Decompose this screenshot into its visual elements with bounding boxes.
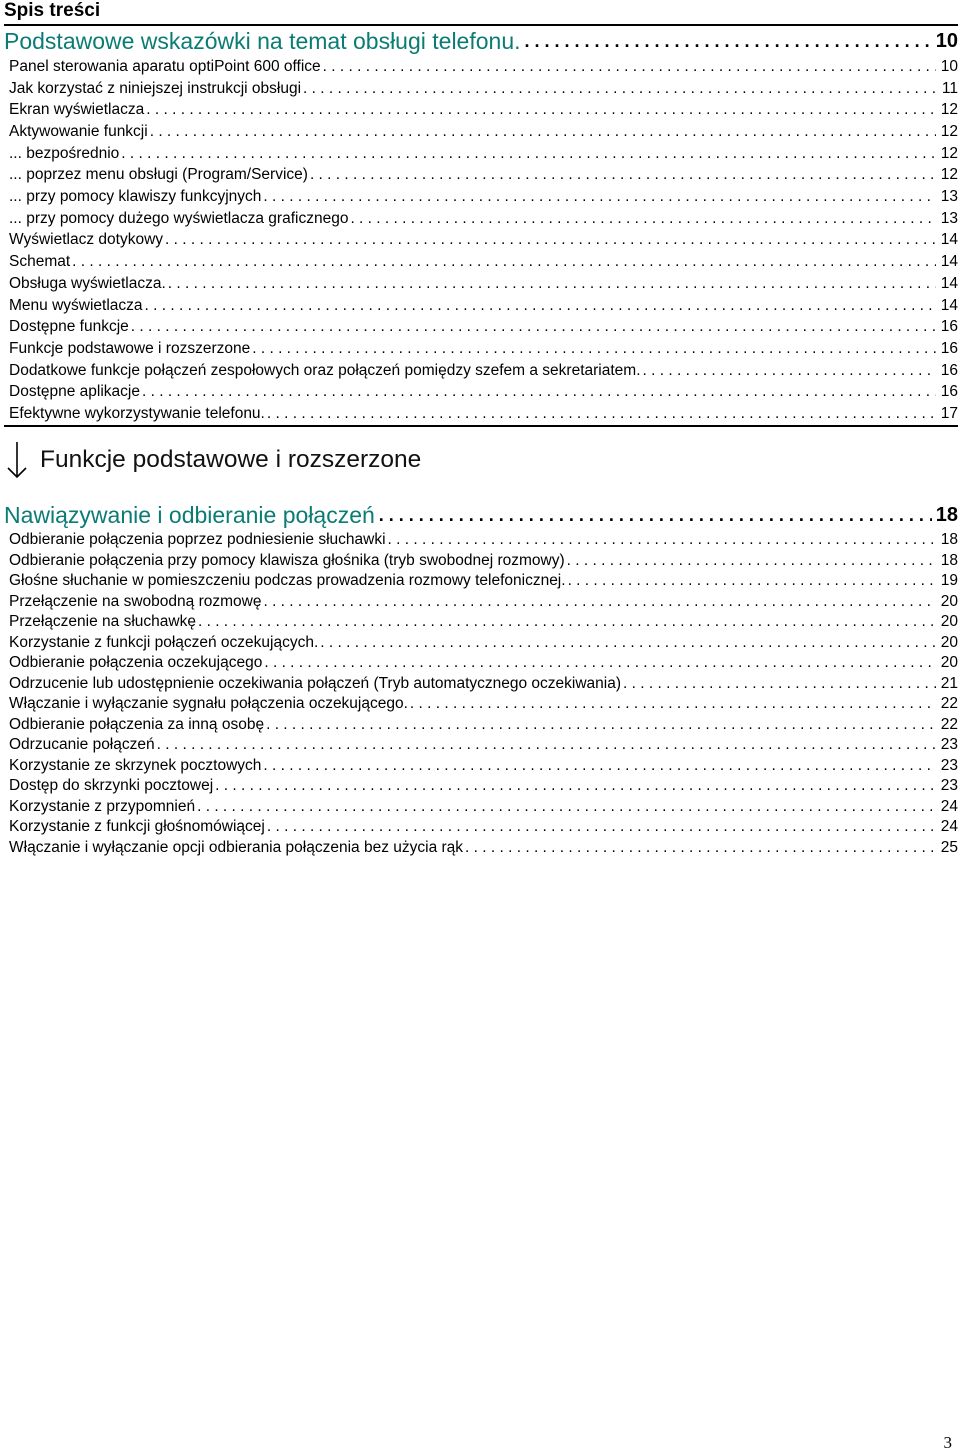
toc-entry[interactable] [4, 230, 958, 252]
toc-entry-title: Korzystanie ze skrzynek pocztowych [9, 756, 262, 774]
toc-entry[interactable] [4, 381, 958, 403]
toc-entry[interactable] [4, 694, 958, 715]
leader-dots [310, 164, 936, 186]
leader-dots [350, 208, 936, 230]
toc-entries [4, 56, 958, 425]
leader-dots [197, 797, 936, 818]
toc-section-heading[interactable] [4, 26, 958, 56]
toc-entry[interactable] [4, 208, 958, 230]
toc-entry-title: Odbieranie połączenia za inną osobę [9, 715, 265, 733]
toc-entry-page: 14 [940, 253, 958, 271]
toc-entry-page: 24 [940, 818, 958, 835]
toc-entry[interactable] [4, 633, 958, 654]
leader-dots [320, 633, 936, 654]
toc-entry[interactable] [4, 403, 958, 425]
toc-entry-title: Schemat [9, 253, 71, 271]
toc-section-heading[interactable] [4, 500, 958, 530]
toc-section-calls [4, 500, 958, 858]
toc-entry-title: ... bezpośrednio [9, 144, 120, 162]
toc-entry-page: 20 [940, 633, 958, 651]
toc-entry-title: Odrzucanie połączeń [9, 736, 155, 753]
toc-entry[interactable] [4, 121, 958, 143]
leader-dots [198, 612, 936, 633]
toc-entry-title: Korzystanie z przypomnień [9, 797, 196, 815]
toc-entry-title: Jak korzystać z niniejszej instrukcji obsługi [9, 79, 302, 97]
toc-entries [4, 530, 958, 858]
toc-entry[interactable] [4, 735, 958, 756]
leader-dots [157, 735, 936, 756]
leader-dots [72, 251, 936, 273]
toc-entry-page: 23 [940, 736, 958, 753]
toc-entry[interactable] [4, 143, 958, 165]
toc-entry[interactable] [4, 592, 958, 613]
toc-entry-page: 24 [940, 797, 958, 815]
toc-entry-title: Ekran wyświetlacza [9, 101, 145, 119]
toc-entry[interactable] [4, 612, 958, 633]
toc-entry-title: Odbieranie połączenia oczekującego [9, 654, 263, 671]
toc-entry-title: Aktywowanie funkcji [9, 123, 148, 141]
toc-entry-title: Odrzucenie lub udostępnienie oczekiwania połączeń (Tryb automatycznego oczekiwania) [9, 674, 622, 692]
toc-entry-title: Funkcje podstawowe i rozszerzone [9, 339, 251, 357]
toc-entry-page: 23 [940, 777, 958, 794]
toc-entry-title: Głośne słuchanie w pomieszczeniu podczas prowadzenia rozmowy telefonicznej. [9, 572, 566, 589]
leader-dots [267, 817, 936, 838]
toc-entry-page: 10 [940, 57, 958, 75]
toc-entry[interactable] [4, 530, 958, 551]
toc-entry-title: Dostępne aplikacje [9, 383, 140, 401]
toc-entry[interactable] [4, 817, 958, 838]
toc-entry-page: 21 [940, 674, 958, 692]
toc-entry-page: 16 [940, 383, 958, 401]
leader-dots [263, 756, 936, 777]
toc-entry[interactable] [4, 316, 958, 338]
toc-entry-page: 12 [940, 144, 958, 162]
toc-entry[interactable] [4, 251, 958, 273]
page-heading: Spis treści [4, 0, 101, 21]
toc-entry-page: 14 [940, 296, 958, 314]
toc-entry[interactable] [4, 756, 958, 777]
leader-dots [146, 99, 936, 121]
toc-entry-page: 12 [940, 123, 958, 141]
toc-entry[interactable] [4, 776, 958, 797]
toc-entry-page: 19 [940, 572, 958, 589]
section-page: 18 [935, 504, 958, 526]
toc-entry-page: 17 [940, 404, 958, 422]
toc-entry-title: Przełączenie na słuchawkę [9, 613, 196, 630]
leader-dots [410, 694, 936, 715]
toc-entry-title: Efektywne wykorzystywanie telefonu. [9, 404, 265, 422]
toc-entry-page: 25 [940, 838, 958, 856]
toc-entry[interactable] [4, 571, 958, 592]
leader-dots [263, 592, 936, 613]
toc-entry-page: 12 [940, 101, 958, 119]
leader-dots [165, 230, 936, 252]
toc-entry-page: 20 [940, 613, 958, 630]
toc-entry-page: 14 [940, 274, 958, 292]
toc-entry-page: 13 [940, 188, 958, 206]
leader-dots [643, 360, 936, 382]
toc-entry[interactable] [4, 715, 958, 736]
toc-entry[interactable] [4, 186, 958, 208]
toc-entry[interactable] [4, 653, 958, 674]
toc-entry-page: 13 [940, 209, 958, 227]
toc-entry[interactable] [4, 797, 958, 818]
leader-dots [525, 26, 932, 56]
toc-entry[interactable] [4, 164, 958, 186]
leader-dots [303, 78, 936, 100]
toc-entry-title: Korzystanie z funkcji głośnomówiącej [9, 818, 265, 835]
toc-entry-title: ... poprzez menu obsługi (Program/Service) [9, 166, 308, 184]
toc-entry[interactable] [4, 338, 958, 360]
toc-entry-title: Dodatkowe funkcje połączeń zespołowych oraz połączeń pomiędzy szefem a sekretariatem. [9, 361, 641, 379]
toc-entry[interactable] [4, 56, 958, 78]
page-number: 3 [943, 1433, 952, 1452]
leader-dots [323, 56, 936, 78]
toc-entry[interactable] [4, 78, 958, 100]
toc-entry[interactable] [4, 551, 958, 572]
toc-entry-title: Dostępne funkcje [9, 318, 129, 336]
toc-entry-title: ... przy pomocy dużego wyświetlacza graficznego [9, 209, 349, 227]
toc-entry[interactable] [4, 360, 958, 382]
leader-dots [142, 381, 936, 403]
toc-entry[interactable] [4, 674, 958, 695]
leader-dots [145, 295, 936, 317]
toc-entry-page: 18 [940, 551, 958, 569]
toc-entry[interactable] [4, 273, 958, 295]
leader-dots [266, 715, 936, 736]
toc-entry-page: 23 [940, 756, 958, 774]
toc-entry[interactable] [4, 99, 958, 121]
section-title: Nawiązywanie i odbieranie połączeń [4, 502, 375, 528]
leader-dots [465, 838, 936, 859]
toc-entry-page: 11 [941, 79, 958, 97]
toc-entry-title: Obsługa wyświetlacza. [9, 274, 166, 292]
leader-dots [263, 186, 936, 208]
toc-entry-title: Włączanie i wyłączanie opcji odbierania połączenia bez użycia rąk [9, 838, 464, 856]
down-arrow-icon [4, 440, 30, 480]
toc-entry-page: 16 [940, 318, 958, 336]
toc-entry-page: 20 [940, 654, 958, 671]
leader-dots [131, 316, 936, 338]
leader-dots [121, 143, 936, 165]
toc-entry-page: 18 [940, 531, 958, 548]
toc-entry-page: 14 [940, 231, 958, 249]
section-page: 10 [935, 30, 958, 52]
toc-entry[interactable] [4, 295, 958, 317]
leader-dots [215, 776, 936, 797]
toc-entry-title: Wyświetlacz dotykowy [9, 231, 164, 249]
leader-dots [567, 551, 936, 572]
leader-dots [168, 273, 936, 295]
toc-entry-title: Włączanie i wyłączanie sygnału połączenia oczekującego. [9, 695, 408, 712]
chapter-title: Funkcje podstawowe i rozszerzone [40, 446, 422, 473]
leader-dots [264, 653, 936, 674]
toc-entry-page: 22 [940, 715, 958, 733]
toc-entry-title: ... przy pomocy klawiszy funkcyjnych [9, 188, 262, 206]
leader-dots [388, 530, 936, 551]
toc-entry-title: Przełączenie na swobodną rozmowę [9, 592, 262, 610]
toc-entry[interactable] [4, 838, 958, 859]
toc-entry-page: 16 [940, 339, 958, 357]
leader-dots [267, 403, 936, 425]
toc-entry-title: Odbieranie połączenia przy pomocy klawisza głośnika (tryb swobodnej rozmowy) [9, 551, 565, 569]
toc-entry-page: 22 [940, 695, 958, 712]
toc-entry-title: Dostęp do skrzynki pocztowej [9, 777, 214, 794]
toc-entry-page: 12 [940, 166, 958, 184]
toc-entry-title: Panel sterowania aparatu optiPoint 600 office [9, 57, 321, 75]
leader-dots [252, 338, 936, 360]
toc-entry-page: 16 [940, 361, 958, 379]
toc-entry-page: 20 [940, 592, 958, 610]
leader-dots [150, 121, 936, 143]
toc-section-basics [4, 24, 958, 427]
leader-dots [379, 500, 932, 530]
toc-entry-title: Korzystanie z funkcji połączeń oczekujących. [9, 633, 319, 651]
chapter-heading [4, 440, 421, 480]
toc-entry-title: Odbieranie połączenia poprzez podniesienie słuchawki [9, 531, 386, 548]
leader-dots [623, 674, 936, 695]
leader-dots [568, 571, 936, 592]
toc-entry-title: Menu wyświetlacza [9, 296, 143, 314]
section-title: Podstawowe wskazówki na temat obsługi telefonu. [4, 28, 521, 54]
